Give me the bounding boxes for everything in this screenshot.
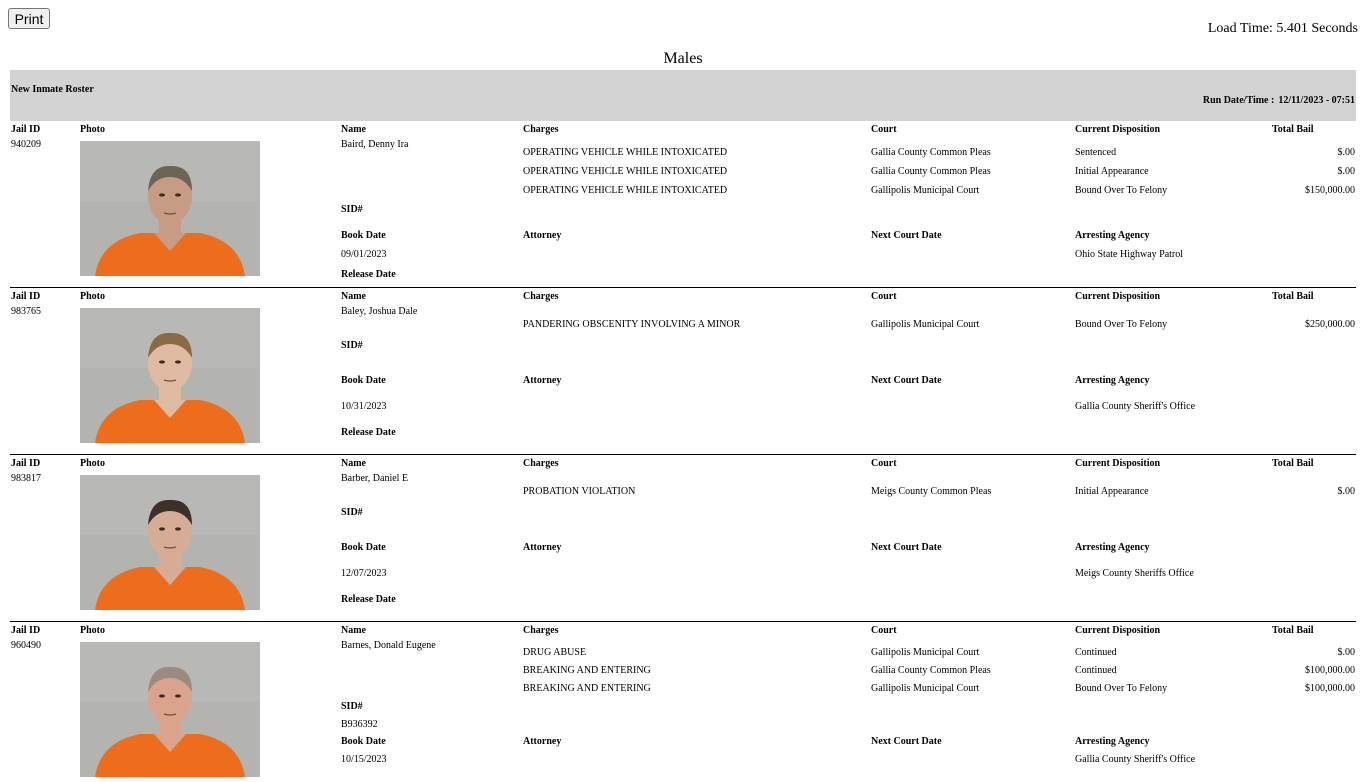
photo-label: Photo — [80, 458, 105, 469]
charge-bail: $.00 — [1337, 486, 1355, 497]
sid-value: B936392 — [341, 719, 378, 730]
charge-court: Gallia County Common Pleas — [871, 665, 991, 676]
court-label: Court — [871, 458, 897, 469]
charge-disposition: Continued — [1075, 647, 1117, 658]
arresting-agency-label: Arresting Agency — [1075, 736, 1150, 747]
jail-id-label: Jail ID — [11, 291, 41, 302]
charge-bail: $.00 — [1337, 147, 1355, 158]
next-court-date-label: Next Court Date — [871, 375, 942, 386]
book-date: 10/15/2023 — [341, 754, 387, 765]
jail-id: 940209 — [11, 139, 41, 150]
sid-label: SID# — [341, 701, 363, 712]
next-court-date-label: Next Court Date — [871, 736, 942, 747]
charge-disposition: Initial Appearance — [1075, 486, 1149, 497]
arresting-agency: Gallia County Sheriff's Office — [1075, 401, 1196, 412]
run-date-value: 12/11/2023 - 07:51 — [1278, 95, 1355, 106]
book-date: 09/01/2023 — [341, 249, 387, 260]
charge-disposition: Initial Appearance — [1075, 166, 1149, 177]
charge-court: Gallia County Common Pleas — [871, 166, 991, 177]
total-bail-label: Total Bail — [1272, 124, 1314, 135]
charges-label: Charges — [523, 291, 559, 302]
charge-bail: $.00 — [1337, 647, 1355, 658]
release-date-label: Release Date — [341, 427, 396, 438]
sid-label: SID# — [341, 340, 363, 351]
charge-disposition: Bound Over To Felony — [1075, 683, 1168, 694]
arresting-agency-label: Arresting Agency — [1075, 542, 1150, 553]
current-disposition-label: Current Disposition — [1075, 458, 1161, 469]
charge-bail: $150,000.00 — [1305, 185, 1355, 196]
section-title: Males — [663, 50, 703, 67]
book-date: 12/07/2023 — [341, 568, 387, 579]
charge-description: BREAKING AND ENTERING — [523, 683, 651, 694]
jail-id-label: Jail ID — [11, 458, 41, 469]
charge-court: Meigs County Common Pleas — [871, 486, 992, 497]
inmate-name: Baird, Denny Ira — [341, 139, 409, 150]
run-date-time — [1203, 95, 1355, 106]
book-date-label: Book Date — [341, 375, 386, 386]
name-label: Name — [341, 124, 366, 135]
sid-label: SID# — [341, 204, 363, 215]
inmate-record — [10, 288, 1356, 455]
charge-description: OPERATING VEHICLE WHILE INTOXICATED — [523, 185, 728, 196]
charge-disposition: Bound Over To Felony — [1075, 185, 1168, 196]
charge-bail: $100,000.00 — [1305, 665, 1355, 676]
release-date-label: Release Date — [341, 594, 396, 605]
charge-description: PANDERING OBSCENITY INVOLVING A MINOR — [523, 319, 741, 330]
charges-label: Charges — [523, 124, 559, 135]
attorney-label: Attorney — [523, 375, 562, 386]
jail-id: 983817 — [11, 473, 41, 484]
charge-disposition: Continued — [1075, 665, 1117, 676]
name-label: Name — [341, 625, 366, 636]
name-label: Name — [341, 458, 366, 469]
arresting-agency: Gallia County Sheriff's Office — [1075, 754, 1196, 765]
charge-court: Gallipolis Municipal Court — [871, 185, 980, 196]
inmate-record — [10, 622, 1356, 782]
charge-court: Gallipolis Municipal Court — [871, 647, 980, 658]
jail-id-label: Jail ID — [11, 124, 41, 135]
print-button[interactable]: Print — [8, 8, 50, 29]
current-disposition-label: Current Disposition — [1075, 291, 1161, 302]
photo-label: Photo — [80, 291, 105, 302]
roster-header — [10, 70, 1356, 121]
photo-label: Photo — [80, 124, 105, 135]
charges-label: Charges — [523, 625, 559, 636]
attorney-label: Attorney — [523, 542, 562, 553]
court-label: Court — [871, 625, 897, 636]
current-disposition-label: Current Disposition — [1075, 124, 1161, 135]
total-bail-label: Total Bail — [1272, 458, 1314, 469]
attorney-label: Attorney — [523, 230, 562, 241]
next-court-date-label: Next Court Date — [871, 542, 942, 553]
jail-id: 960490 — [11, 640, 41, 651]
inmate-name: Barber, Daniel E — [341, 473, 409, 484]
court-label: Court — [871, 291, 897, 302]
inmate-record — [10, 455, 1356, 622]
charge-bail: $100,000.00 — [1305, 683, 1355, 694]
charge-disposition: Sentenced — [1075, 147, 1117, 158]
charge-description: BREAKING AND ENTERING — [523, 665, 651, 676]
book-date: 10/31/2023 — [341, 401, 387, 412]
charge-court: Gallipolis Municipal Court — [871, 319, 980, 330]
charge-court: Gallipolis Municipal Court — [871, 683, 980, 694]
current-disposition-label: Current Disposition — [1075, 625, 1161, 636]
run-date-label: Run Date/Time : — [1202, 95, 1275, 106]
roster-title: New Inmate Roster — [11, 84, 94, 95]
inmate-photo — [80, 141, 260, 276]
book-date-label: Book Date — [341, 230, 386, 241]
charge-description: OPERATING VEHICLE WHILE INTOXICATED — [523, 147, 728, 158]
photo-label: Photo — [80, 625, 105, 636]
arresting-agency: Ohio State Highway Patrol — [1075, 249, 1184, 260]
court-label: Court — [871, 124, 897, 135]
inmate-photo — [80, 475, 260, 610]
charge-bail: $.00 — [1337, 166, 1355, 177]
inmate-name: Baley, Joshua Dale — [341, 306, 418, 317]
charge-description: DRUG ABUSE — [523, 647, 587, 658]
attorney-label: Attorney — [523, 736, 562, 747]
charge-disposition: Bound Over To Felony — [1075, 319, 1168, 330]
inmate-name: Barnes, Donald Eugene — [341, 640, 436, 651]
jail-id-label: Jail ID — [11, 625, 41, 636]
charge-court: Gallia County Common Pleas — [871, 147, 991, 158]
next-court-date-label: Next Court Date — [871, 230, 942, 241]
charges-label: Charges — [523, 458, 559, 469]
name-label: Name — [341, 291, 366, 302]
inmate-photo — [80, 308, 260, 443]
total-bail-label: Total Bail — [1272, 625, 1314, 636]
charge-bail: $250,000.00 — [1305, 319, 1355, 330]
inmate-photo — [80, 642, 260, 777]
arresting-agency-label: Arresting Agency — [1075, 375, 1150, 386]
load-time: Load Time: 5.401 Seconds — [1207, 21, 1358, 36]
charge-description: PROBATION VIOLATION — [523, 486, 636, 497]
book-date-label: Book Date — [341, 736, 386, 747]
charge-description: OPERATING VEHICLE WHILE INTOXICATED — [523, 166, 728, 177]
inmate-record — [10, 121, 1356, 288]
total-bail-label: Total Bail — [1272, 291, 1314, 302]
jail-id: 983765 — [11, 306, 41, 317]
release-date-label: Release Date — [341, 269, 396, 280]
arresting-agency-label: Arresting Agency — [1075, 230, 1150, 241]
sid-label: SID# — [341, 507, 363, 518]
book-date-label: Book Date — [341, 542, 386, 553]
arresting-agency: Meigs County Sheriffs Office — [1075, 568, 1194, 579]
